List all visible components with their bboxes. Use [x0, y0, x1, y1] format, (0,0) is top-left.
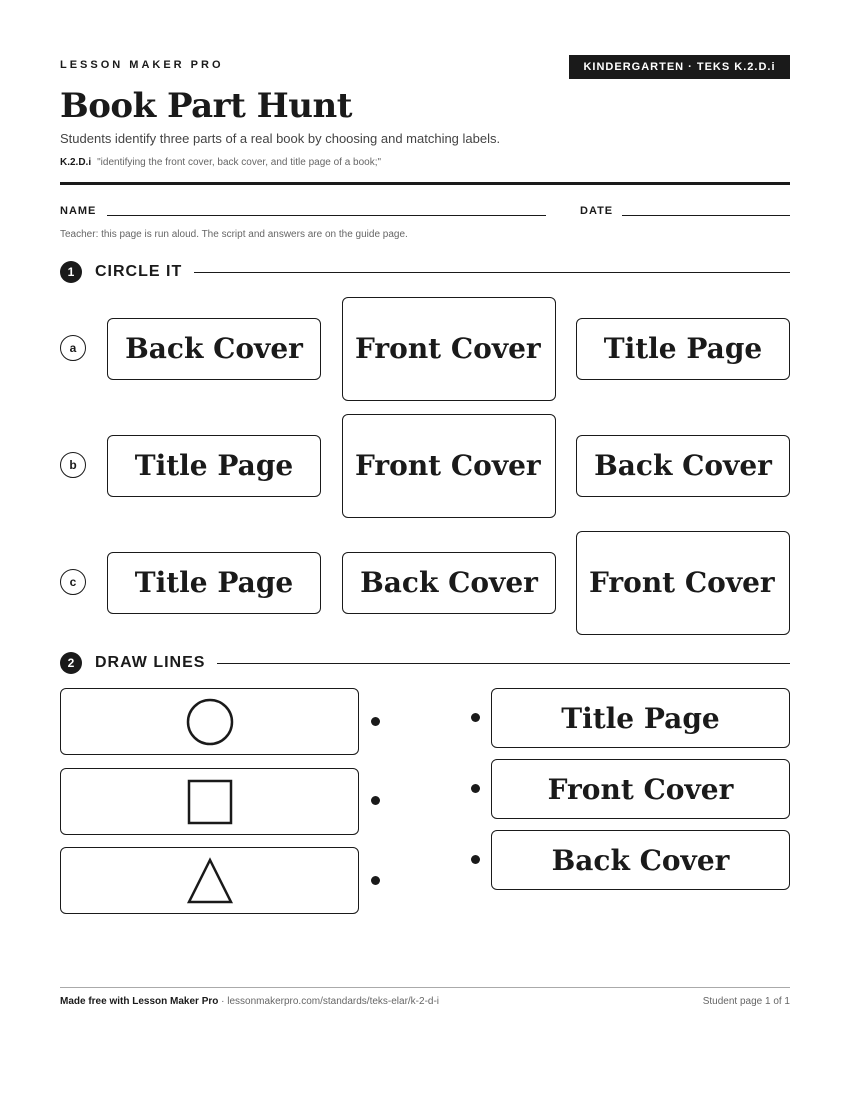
- match-dot-left-2[interactable]: [371, 796, 380, 805]
- standard-reference: [60, 157, 381, 168]
- teacher-note: Teacher: this page is run aloud. The script and answers are on the guide page.: [60, 229, 408, 240]
- choice-title-page[interactable]: Title Page: [107, 552, 321, 614]
- choice-back-cover[interactable]: Back Cover: [576, 435, 790, 497]
- name-field[interactable]: [107, 215, 546, 216]
- section-circle-it-header: [60, 260, 790, 284]
- standard-code: K.2.D.i: [60, 157, 92, 168]
- worksheet-page: [60, 0, 790, 1100]
- date-field[interactable]: [622, 215, 790, 216]
- section-divider: [194, 272, 790, 273]
- match-dot-right-3[interactable]: [471, 855, 480, 864]
- triangle-icon: [185, 856, 235, 906]
- shape-box-triangle: [60, 847, 359, 914]
- footer-made-with: Made free with Lesson Maker Pro: [60, 996, 219, 1007]
- section-draw-lines-header: [60, 651, 790, 675]
- footer-page-number: Student page 1 of 1: [702, 996, 790, 1007]
- row-letter-b: b: [60, 452, 86, 478]
- choice-title-page[interactable]: Title Page: [107, 435, 321, 497]
- section-divider: [217, 663, 790, 664]
- footer-divider: [60, 987, 790, 988]
- match-dot-right-1[interactable]: [471, 713, 480, 722]
- match-label-back-cover: Back Cover: [491, 830, 790, 890]
- match-dot-left-1[interactable]: [371, 717, 380, 726]
- match-dot-left-3[interactable]: [371, 876, 380, 885]
- name-label: NAME: [60, 205, 97, 217]
- grade-badge: KINDERGARTEN · TEKS K.2.D.i: [569, 55, 790, 79]
- match-dot-right-2[interactable]: [471, 784, 480, 793]
- row-letter-a: a: [60, 335, 86, 361]
- footer-credit: [60, 996, 439, 1007]
- square-icon: [185, 777, 235, 827]
- page-title: Book Part Hunt: [60, 86, 352, 126]
- row-letter-c: c: [60, 569, 86, 595]
- choice-front-cover[interactable]: Front Cover: [342, 414, 556, 518]
- section-number-badge: 2: [60, 652, 82, 674]
- choice-back-cover[interactable]: Back Cover: [107, 318, 321, 380]
- section-number-badge: 1: [60, 261, 82, 283]
- match-label-title-page: Title Page: [491, 688, 790, 748]
- standard-text: "identifying the front cover, back cover, and title page of a book;": [97, 157, 382, 168]
- match-label-front-cover: Front Cover: [491, 759, 790, 819]
- brand-name: LESSON MAKER PRO: [60, 59, 224, 71]
- header-divider: [60, 182, 790, 185]
- date-label: DATE: [580, 205, 614, 217]
- choice-title-page[interactable]: Title Page: [576, 318, 790, 380]
- footer-url[interactable]: · lessonmakerpro.com/standards/teks-elar/k-2-d-i: [218, 996, 440, 1007]
- shape-box-circle: [60, 688, 359, 755]
- circle-icon: [185, 697, 235, 747]
- choice-back-cover[interactable]: Back Cover: [342, 552, 556, 614]
- section-title: CIRCLE IT: [95, 263, 183, 280]
- page-subtitle: Students identify three parts of a real book by choosing and matching labels.: [60, 131, 501, 146]
- section-title: DRAW LINES: [95, 654, 206, 671]
- shape-box-square: [60, 768, 359, 835]
- choice-front-cover[interactable]: Front Cover: [576, 531, 790, 635]
- choice-front-cover[interactable]: Front Cover: [342, 297, 556, 401]
